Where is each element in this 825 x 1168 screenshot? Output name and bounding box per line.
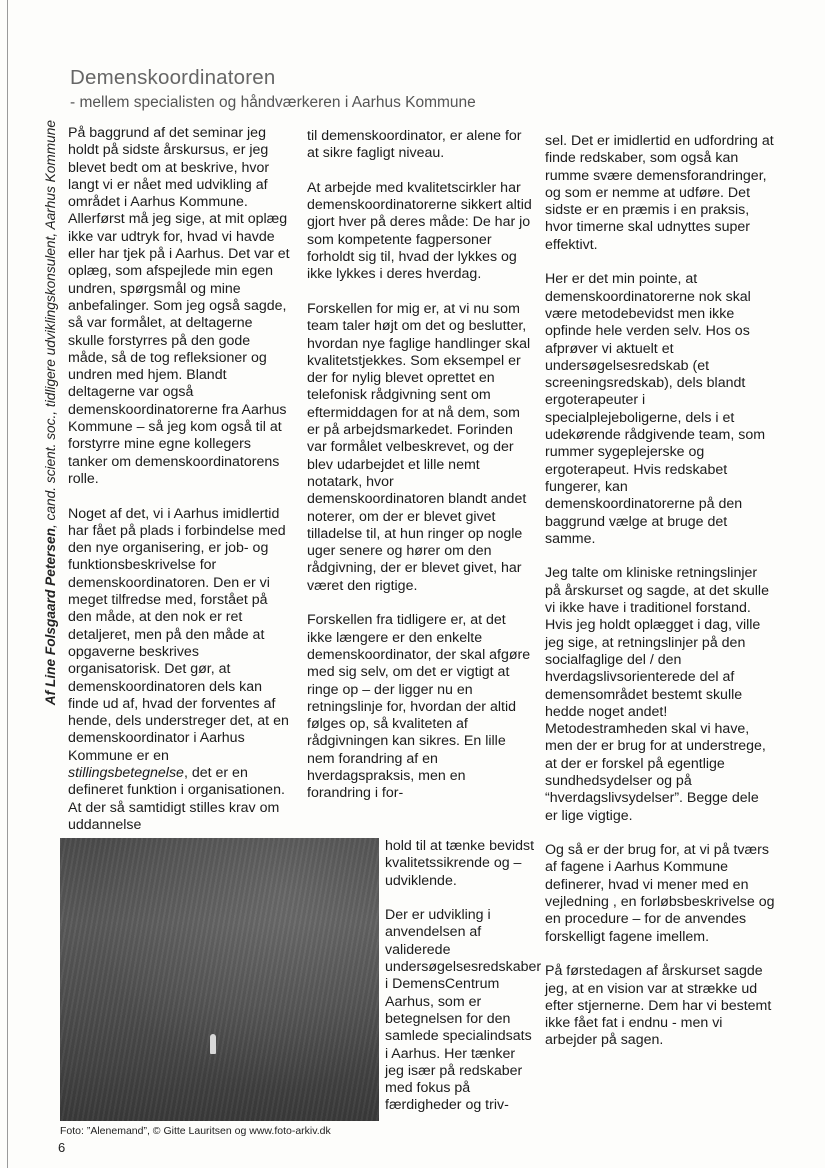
column-2-continuation [385, 838, 542, 1115]
byline-credentials: , cand. scient. soc., tidligere udviklingskonsulent, Aarhus Kommune [43, 120, 58, 529]
paragraph: At arbejde med kvalitetscirkler har demenskoordinatorerne sikkert altid gjort hver på deres måde: De har jo som kompetente fagpersoner forholdt sig til, hvad der lykkes og ikke lykkes i deres hverdag. [307, 179, 532, 283]
page-number: 6 [58, 1140, 66, 1155]
paragraph [68, 506, 290, 835]
photo-texture [60, 838, 379, 1121]
paragraph: Jeg talte om kliniske retningslinjer på årskurset og sagde, at det skulle vi ikke have i traditionel forstand. Hvis jeg holdt oplægget i dag, ville jeg sige, at retningslinjer på den socialfaglige del / den hverdagslivsorienterede del af demensområdet bestemt skulle hedde noget andet! Metodestramheden skal vi have, men der er brug for at understrege, at der er forskel på egentlige sundhedsydelser og på “hverdagslivsydelser”. Begge dele er lige vigtige. [545, 565, 769, 824]
paragraph: Her er det min pointe, at demenskoordinatorerne nok skal være metodebevidst men ikke opfinde hele verden selv. Hos os afprøver vi aktuelt et undersøgelsesredskab (et screeningsredskab), dels blandt ergoterapeuter i specialplejeboligerne, dels i et udekørende rådgivende team, som rummer sygeplejerske og ergoterapeut. Hvis redskabet fungerer, kan demenskoordinatorerne på den baggrund vælge at bruge det samme. [545, 271, 766, 547]
byline [33, 120, 69, 746]
paragraph: Forskellen fra tidligere er, at det ikke længere er den enkelte demenskoordinator, der skal afgøre med sig selv, om det er vigtigt at ringe op – der ligger nu en retningslinje for, hvordan der altid følges op, så kvaliteten af rådgivningen kan sikres. En lille nem forandring af en hverdagspraksis, men en forandring i for- [307, 612, 531, 802]
photo-lone-figure [60, 838, 379, 1121]
paragraph: hold til at tænke bevidst kvalitetssikrende og – udviklende. [385, 838, 535, 889]
paragraph: sel. Det er imidlertid en udfordring at finde redskaber, som også kan rumme svære demensforandringer, og som er nemme at udføre. Det sidste er en præmis i en praksis, hvor timerne skal udnyttes super effektivt. [545, 133, 774, 253]
paragraph: til demenskoordinator, er alene for at sikre fagligt niveau. [307, 128, 522, 162]
column-3 [545, 133, 775, 1050]
column-1 [68, 125, 290, 834]
paragraph: På baggrund af det seminar jeg holdt på sidste årskursus, er jeg blevet bedt om at beskrive, hvor langt vi er nået med udvikling af området i Aarhus Kommune. Allerførst må jeg sige, at mit oplæg ikke var udtryk for, hvad vi havde eller har tjek på i Aarhus. Det var et oplæg, som afspejlede min egen undren, spørgsmål og mine anbefalinger. Som jeg også sagde, så var formålet, at deltagerne skulle forstyrres på den gode måde, så de tog refleksioner og undren med hjem. Blandt deltagerne var også demenskoordinatorerne fra Aarhus Kommune – så jeg kom også til at forstyrre mine egne kollegers tanker om demenskoordinatorens rolle. [68, 125, 290, 487]
byline-author: Af Line Folsgaard Petersen [43, 528, 58, 706]
photo-caption: Foto: ”Alenemand”, © Gitte Lauritsen og www.foto-arkiv.dk [60, 1125, 331, 1137]
emphasis-text: stillingsbetegnelse [68, 764, 184, 781]
paragraph-text: , det er en defineret funktion i organisationen. At der så samtidigt stilles krav om uddannelse [68, 764, 285, 833]
paragraph-text: Noget af det, vi i Aarhus imidlertid har fået på plads i forbindelse med den nye organisering, er job- og funktionsbeskrivelse for demenskoordinatoren. Den er vi meget tilfredse med, forstået på den måde, at den nok er ret detaljeret, men på den måde at opgaverne beskrives organisatorisk. Det gør, at demenskoordinatoren dels kan finde ud af, hvad der forventes af hende, dels understreger det, at en demenskoordinator i Aarhus Kommune er en [68, 505, 289, 764]
page-edge-line [7, 0, 8, 1168]
column-2 [307, 128, 533, 803]
article-subtitle: - mellem specialisten og håndværkeren i Aarhus Kommune [70, 94, 476, 111]
article-title: Demenskoordinatoren [70, 66, 276, 89]
paragraph: Og så er der brug for, at vi på tværs af fagene i Aarhus Kommune definerer, hvad vi mener med en vejledning , en forløbsbeskrivelse og en procedure – for de anvendes forskelligt fagene imellem. [545, 842, 775, 945]
byline-container [33, 120, 69, 746]
paragraph: Der er udvikling i anvendelsen af validerede undersøgelsesredskaber i DemensCentrum Aarhus, som er betegnelsen for den samlede specialindsats i Aarhus. Her tænker jeg især på redskaber med fokus på færdigheder og triv- [385, 907, 542, 1114]
standing-person-figure [210, 1034, 216, 1054]
paragraph: På førstedagen af årskurset sagde jeg, at en vision var at strække ud efter stjernerne. Dem har vi bestemt ikke fået fat i endnu - men vi arbejder på sagen. [545, 963, 772, 1049]
paragraph: Forskellen for mig er, at vi nu som team taler højt om det og beslutter, hvordan nye faglige handlinger skal kvalitetstjekkes. Som eksempel er der for nylig blevet oprettet en telefonisk rådgivning sent om eftermiddagen for at nå dem, som er på arbejdsmarkedet. Forinden var formålet velbeskrevet, og der blev udarbejdet et lille nemt notatark, hvor demenskoordinatoren blandt andet noterer, om der er blevet givet tilladelse til, at hun ringer op nogle uger senere og hører om den rådgivning, der er blevet givet, har været den rigtige. [307, 300, 531, 594]
